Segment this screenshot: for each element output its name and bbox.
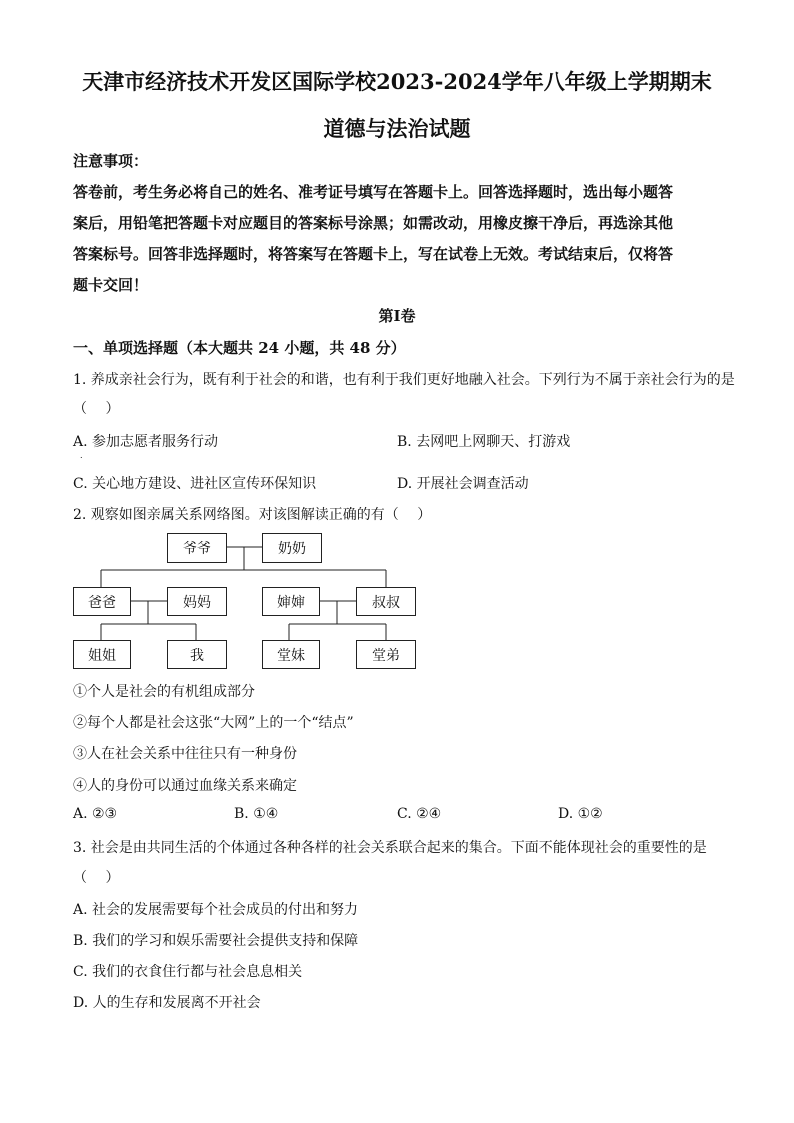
notice-line: 答卷前，考生务必将自己的姓名、准考证号填写在答题卡上。回答选择题时，选出每小题答 bbox=[73, 183, 674, 201]
node-grandpa: 爷爷 bbox=[167, 533, 227, 563]
question-2-option-a: A. ②③ bbox=[73, 806, 118, 822]
question-1-option-c: C. 关心地方建设、进社区宣传环保知识 bbox=[73, 476, 317, 492]
question-3-paren: （ ） bbox=[73, 870, 120, 886]
question-2-statement: ①个人是社会的有机组成部分 bbox=[73, 684, 255, 700]
node-me: 我 bbox=[167, 640, 227, 669]
question-1-option-d: D. 开展社会调查活动 bbox=[397, 476, 529, 492]
question-3-option-b: B. 我们的学习和娱乐需要社会提供支持和保障 bbox=[73, 933, 359, 949]
notice-line: 案后，用铅笔把答题卡对应题目的答案标号涂黑；如需改动，用橡皮擦干净后，再选涂其他 bbox=[73, 214, 674, 232]
question-3-option-a: A. 社会的发展需要每个社会成员的付出和努力 bbox=[73, 902, 359, 918]
notice-line: 题卡交回！ bbox=[73, 276, 149, 294]
question-1-stem: 1. 养成亲社会行为，既有利于社会的和谐，也有利于我们更好地融入社会。下列行为不属于亲社会行为的是 bbox=[73, 372, 735, 388]
notice-heading: 注意事项： bbox=[73, 152, 149, 170]
node-dad: 爸爸 bbox=[73, 587, 131, 616]
question-2-statement: ④人的身份可以通过血缘关系来确定 bbox=[73, 778, 297, 794]
question-2-option-b: B. ①④ bbox=[234, 806, 279, 822]
notice-line: 答案标号。回答非选择题时，将答案写在答题卡上，写在试卷上无效。考试结束后，仅将答 bbox=[73, 245, 674, 263]
volume-label: 第Ⅰ卷 bbox=[378, 307, 416, 325]
node-cousin-male: 堂弟 bbox=[356, 640, 416, 669]
question-1-option-a: A. 参加志愿者服务行动 bbox=[73, 434, 219, 450]
section-heading: 一、单项选择题（本大题共 24 小题，共 48 分） bbox=[73, 339, 406, 357]
question-3-option-c: C. 我们的衣食住行都与社会息息相关 bbox=[73, 964, 303, 980]
node-uncle: 叔叔 bbox=[356, 587, 416, 616]
question-1-paren: （ ） bbox=[73, 401, 120, 417]
node-aunt: 婶婶 bbox=[262, 587, 320, 616]
question-3-option-d: D. 人的生存和发展离不开社会 bbox=[73, 995, 261, 1011]
node-sister: 姐姐 bbox=[73, 640, 131, 669]
question-2-statement: ③人在社会关系中往往只有一种身份 bbox=[73, 746, 297, 762]
question-2-option-c: C. ②④ bbox=[397, 806, 442, 822]
node-grandma: 奶奶 bbox=[262, 533, 322, 563]
exam-title-line2: 道德与法治试题 bbox=[323, 116, 471, 141]
exam-title-line1: 天津市经济技术开发区国际学校2023-2024学年八年级上学期期末 bbox=[82, 69, 712, 94]
question-1-option-b: B. 去网吧上网聊天、打游戏 bbox=[397, 434, 571, 450]
question-2-statement: ②每个人都是社会这张“大网”上的一个“结点” bbox=[73, 715, 354, 731]
question-3-stem: 3. 社会是由共同生活的个体通过各种各样的社会关系联合起来的集合。下面不能体现社会的重要性的是 bbox=[73, 840, 707, 856]
question-2-option-d: D. ①② bbox=[558, 806, 603, 822]
question-2-stem: 2. 观察如图亲属关系网络图。对该图解读正确的有（ ） bbox=[73, 507, 432, 523]
stray-dot: . bbox=[80, 451, 83, 460]
node-cousin-female: 堂妹 bbox=[262, 640, 320, 669]
node-mom: 妈妈 bbox=[167, 587, 227, 616]
